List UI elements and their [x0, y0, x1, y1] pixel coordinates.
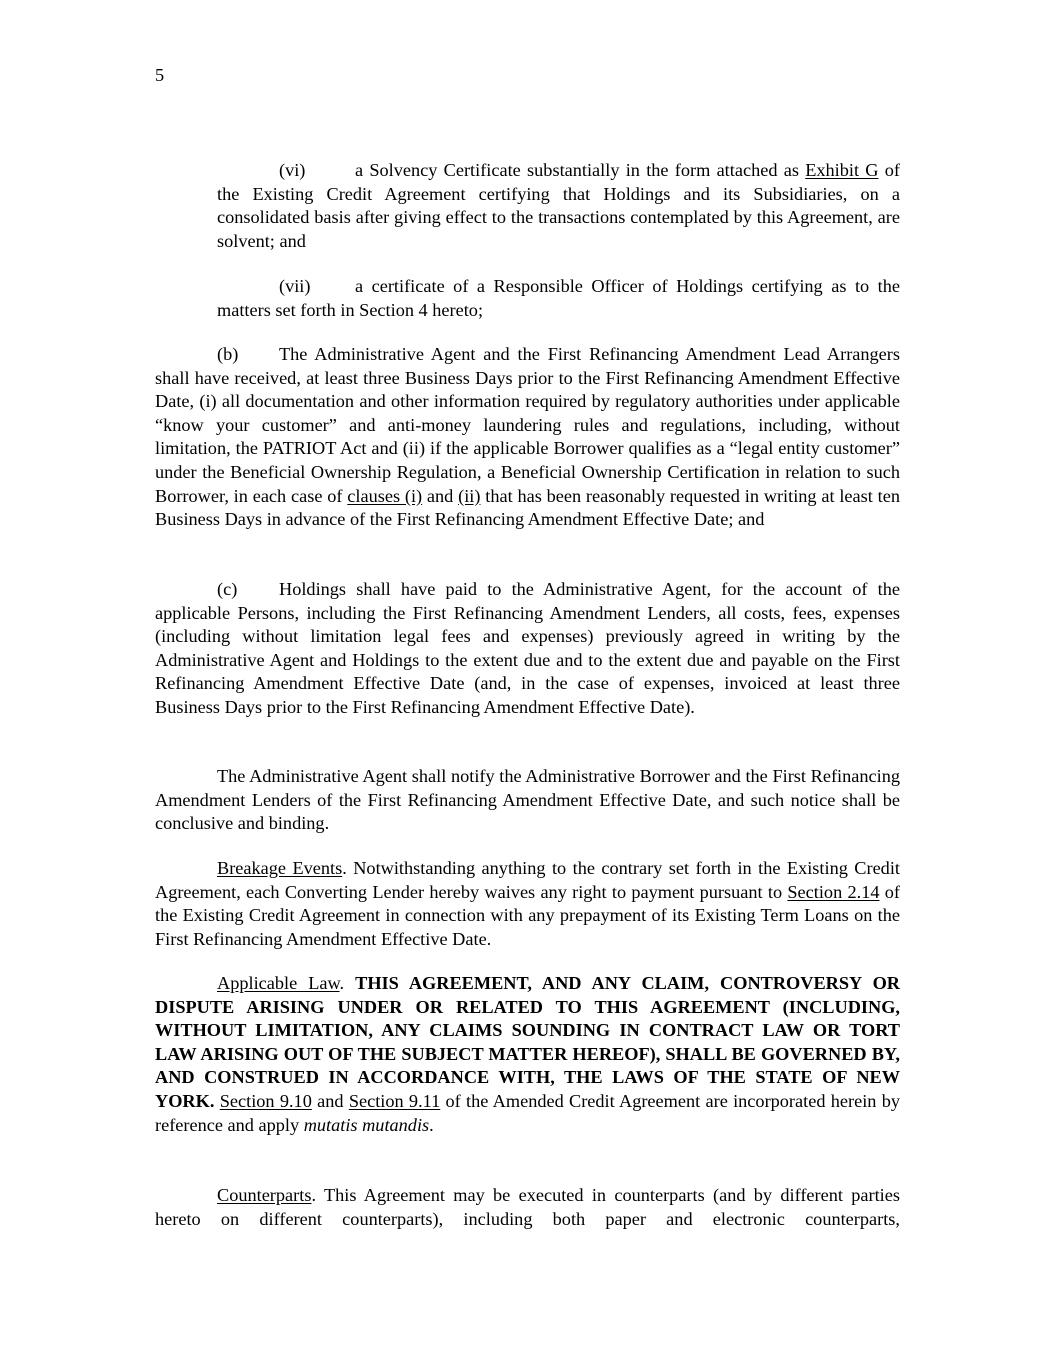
- breakage-events-heading: Breakage Events: [217, 858, 343, 878]
- clause-vii-text: a certificate of a Responsible Officer of Holdings certifying as to the matters set forth in Section 4 hereto;: [217, 276, 900, 320]
- clause-vii-number: (vii): [279, 276, 311, 296]
- breakage-events-text-1: . Notwithstanding anything to the contrary set forth in the Existing Credit Agreement, each Converting Lender hereby waives any right to payment pursuant to: [155, 858, 900, 902]
- clause-c: [155, 578, 900, 720]
- section-2-14-reference: Section 2.14: [787, 881, 880, 902]
- counterparts-section: [155, 1184, 900, 1231]
- applicable-law-heading: Applicable Law: [217, 973, 340, 993]
- clause-vii: [217, 275, 900, 322]
- counterparts-text: . This Agreement may be executed in counterparts (and by different parties hereto on different counterparts), including both paper and electronic counterparts,: [155, 1185, 900, 1229]
- page-number: 5: [155, 65, 165, 85]
- counterparts-heading: Counterparts: [217, 1185, 312, 1205]
- clause-b-text-1: The Administrative Agent and the First Refinancing Amendment Lead Arrangers shall have received, at least three Business Days prior to the First Refinancing Amendment Effective Date, (i) all documentation and other information required by regulatory authorities under applicable “know your customer” and anti-money laundering rules and regulations, including, without limitation, the PATRIOT Act and (ii) if the applicable Borrower qualifies as a “legal entity customer” under the Beneficial Ownership Regulation, a Beneficial Ownership Certification in relation to such Borrower, in each case of: [155, 344, 900, 506]
- clauses-ii-reference: (ii): [458, 485, 481, 506]
- applicable-law-text-2: of the Amended Credit Agreement are incorporated herein by reference and apply: [155, 1090, 900, 1135]
- applicable-law-section: [155, 972, 900, 1137]
- clause-b-number: (b): [217, 344, 239, 364]
- clause-b-text-2: that has been reasonably requested in writing at least ten Business Days in advance of the First Refinancing Amendment Effective Date; and: [155, 485, 900, 530]
- governing-law-clause-end: .: [209, 1090, 215, 1111]
- mutatis-mutandis: mutatis mutandis: [303, 1114, 430, 1135]
- clause-b: [155, 343, 900, 532]
- clauses-i-reference: clauses (i): [347, 485, 423, 506]
- section-9-11-reference: Section 9.11: [348, 1090, 441, 1111]
- section-9-10-reference: Section 9.10: [219, 1090, 312, 1111]
- clause-c-number: (c): [217, 579, 238, 599]
- breakage-events-section: [155, 857, 900, 951]
- notification-paragraph: [155, 765, 900, 836]
- clause-b-and: and: [422, 485, 459, 506]
- breakage-events-text-2: of the Existing Credit Agreement in connection with any prepayment of its Existing Term Loans on the First Refinancing Amendment Effective Date.: [155, 881, 900, 949]
- exhibit-g-reference: Exhibit G: [805, 160, 879, 180]
- clause-vi: [217, 159, 900, 253]
- clause-vi-number: (vi): [279, 160, 306, 180]
- clause-vi-text-1: a Solvency Certificate substantially in the form attached as: [355, 160, 806, 180]
- clause-vi-text-2: of the Existing Credit Agreement certifying that Holdings and its Subsidiaries, on a consolidated basis after giving effect to the transactions contemplated by this Agreement, are solvent; and: [217, 160, 900, 251]
- notification-text: The Administrative Agent shall notify the Administrative Borrower and the First Refinancing Amendment Lenders of the First Refinancing Amendment Effective Date, and such notice shall be conclusive and binding.: [155, 766, 900, 834]
- clause-c-text: Holdings shall have paid to the Administrative Agent, for the account of the applicable Persons, including the First Refinancing Amendment Lenders, all costs, fees, expenses (including without limitation legal fees and expenses) previously agreed in writing by the Administrative Agent and Holdings to the extent due and to the extent due and payable on the First Refinancing Amendment Effective Date (and, in the case of expenses, invoiced at least three Business Days prior to the First Refinancing Amendment Effective Date).: [155, 579, 900, 717]
- applicable-law-end: .: [429, 1114, 434, 1135]
- applicable-law-period: .: [339, 973, 356, 993]
- applicable-law-and: and: [311, 1090, 349, 1111]
- governing-law-clause: THIS AGREEMENT, AND ANY CLAIM, CONTROVERSY OR DISPUTE ARISING UNDER OR RELATED TO THIS AGREEMENT (INCLUDING, WITHOUT LIMITATION, ANY CLAIMS SOUNDING IN CONTRACT LAW OR TORT LAW ARISING OUT OF THE SUBJECT MATTER HEREOF), SHALL BE GOVERNED BY, AND CONSTRUED IN ACCORDANCE WITH, THE LAWS OF THE STATE OF NEW YORK: [155, 973, 900, 1111]
